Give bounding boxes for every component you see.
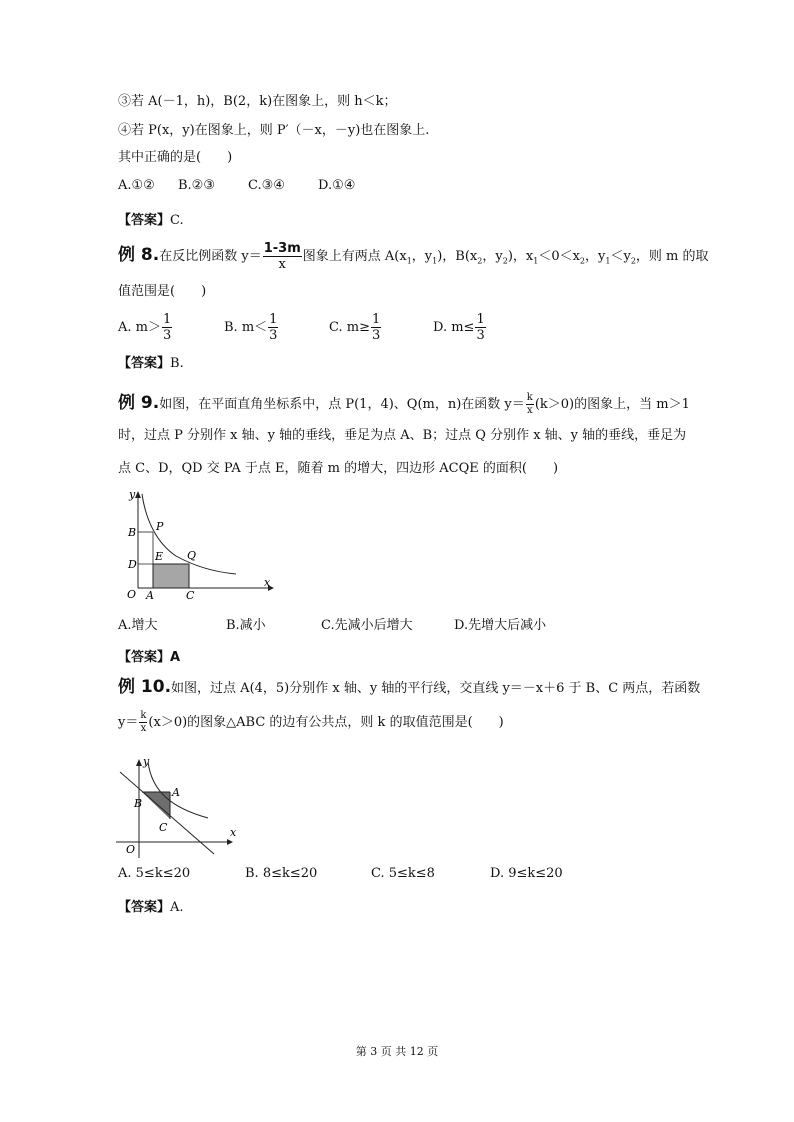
- ex8-option-d-text: D. m≤: [433, 320, 475, 335]
- fig10-label-a: A: [172, 786, 180, 799]
- fig9-label-x: x: [264, 576, 271, 589]
- example-10-label: 例 10.: [118, 677, 172, 697]
- example-8-line-1: [118, 240, 709, 277]
- ex8-text: ，则 m 的取: [635, 249, 709, 264]
- ex8-text: )，B(x: [437, 249, 478, 264]
- statement-4: ④若 P(x，y)在图象上，则 P′（－x，－y)也在图象上.: [118, 123, 430, 138]
- ex8-sub: 1: [432, 256, 438, 266]
- example-9-line-1: [118, 388, 690, 420]
- fig9-label-a: A: [146, 589, 154, 602]
- ex9-answer-line: [118, 648, 180, 668]
- ex8-option-d: [433, 313, 487, 342]
- fig10-label-y: y: [143, 755, 150, 768]
- ex10-option-a: A. 5≤k≤20: [118, 866, 191, 881]
- ex8-sub: 2: [630, 256, 636, 266]
- ex8-option-a-text: A. m＞: [118, 320, 161, 335]
- ex8-option-b: [224, 313, 279, 342]
- option-d: D.①④: [318, 178, 356, 193]
- ex10-option-c: C. 5≤k≤8: [371, 866, 435, 881]
- frac-num: 1: [162, 312, 172, 327]
- fig9-label-c: C: [186, 589, 195, 602]
- ex9-option-b: B.减小: [226, 618, 266, 633]
- ex8-sub: 2: [579, 256, 586, 266]
- fig9-label-b: B: [128, 526, 137, 539]
- option-a: A.①②: [118, 178, 155, 193]
- ex10-option-b: B. 8≤k≤20: [245, 866, 318, 881]
- ex8-fraction-num: 1-3m: [263, 241, 301, 256]
- y-axis-arrow: [135, 491, 141, 498]
- frac-den: 3: [162, 328, 172, 343]
- example-10-line-1: [118, 672, 700, 704]
- answer-value: A.: [170, 900, 184, 915]
- frac-den: 3: [371, 328, 381, 343]
- ex10-answer-line: [118, 898, 184, 918]
- frac-den: 3: [476, 328, 485, 343]
- ex9-option-d: D.先增大后减小: [454, 618, 547, 633]
- frac-num: 1: [269, 312, 278, 327]
- ex8-fraction: [263, 242, 302, 271]
- ex9-fraction: [526, 393, 534, 416]
- example-9-line-2: 时，过点 P 分别作 x 轴、y 轴的垂线，垂足为点 A、B；过点 Q 分别作 x 轴、y 轴的垂线，垂足为: [118, 428, 687, 443]
- frac-num: 1: [371, 312, 381, 327]
- ex8-text: ，y: [585, 249, 606, 264]
- fig9-label-o: O: [127, 588, 137, 601]
- ex9-option-c: C.先减小后增大: [321, 618, 413, 633]
- answer-label: 【答案】: [118, 650, 171, 665]
- ex8-option-d-frac: [475, 313, 485, 342]
- ex8-option-b-text: B. m＜: [224, 320, 268, 335]
- ex10-text: (x＞0)的图象△ABC 的边有公共点，则 k 的取值范围是( ): [148, 715, 504, 730]
- fig9-label-d: D: [128, 558, 137, 571]
- fig10-label-o: O: [126, 843, 136, 856]
- ex8-text: ＜y: [610, 249, 631, 264]
- answer-value: B.: [170, 356, 184, 371]
- ex9-text: 如图，在平面直角坐标系中，点 P(1，4)、Q(m，n)在函数 y＝: [159, 397, 525, 412]
- ex8-fraction-den: x: [278, 257, 286, 272]
- triangle-abc-fill: [142, 792, 170, 819]
- shaded-rect-acqe: [153, 564, 189, 588]
- ex10-text: 如图，过点 A(4，5)分别作 x 轴、y 轴的平行线，交直线 y＝－x＋6 于 B、C 两点，若函数: [171, 681, 701, 696]
- ex8-sub: 1: [406, 256, 412, 266]
- answer-label: 【答案】: [118, 213, 171, 228]
- option-c: C.③④: [248, 178, 285, 193]
- answer-line: [118, 211, 184, 231]
- question-prompt: 其中正确的是( ): [118, 150, 233, 165]
- frac-den: x: [526, 405, 533, 416]
- answer-label: 【答案】: [118, 900, 171, 915]
- ex8-text: ＜0＜x: [538, 249, 580, 264]
- ex9-option-a: A.增大: [118, 618, 158, 633]
- ex9-text: (k＞0)的图象上，当 m＞1: [534, 397, 690, 412]
- ex8-option-c: [329, 313, 382, 342]
- frac-den: x: [140, 723, 147, 734]
- frac-num: 1: [476, 312, 485, 327]
- ex8-text: 图象上有两点 A(x: [302, 249, 407, 264]
- ex8-option-a: [118, 313, 173, 342]
- frac-den: 3: [269, 328, 278, 343]
- ex10-figure: [112, 752, 238, 860]
- fig9-label-q: Q: [187, 549, 197, 562]
- example-10-line-2: [118, 708, 504, 738]
- example-8-line-2: 值范围是( ): [118, 284, 207, 299]
- ex8-sub: 1: [533, 256, 539, 266]
- example-8-label: 例 8.: [118, 245, 160, 265]
- ex10-option-d: D. 9≤k≤20: [490, 866, 563, 881]
- ex8-option-c-frac: [371, 313, 381, 342]
- example-9-line-3: 点 C、D，QD 交 PA 于点 E，随着 m 的增大，四边形 ACQE 的面积( ): [118, 461, 559, 476]
- ex8-option-a-frac: [162, 313, 172, 342]
- frac-num: k: [140, 710, 147, 721]
- answer-value: C.: [170, 213, 184, 228]
- fig9-label-p: P: [156, 520, 164, 533]
- ex8-text: )，x: [507, 249, 534, 264]
- page-footer: 第 3 页 共 12 页: [355, 1045, 439, 1058]
- statement-3: ③若 A(－1，h)，B(2，k)在图象上，则 h＜k；: [118, 94, 397, 109]
- frac-num: k: [526, 392, 533, 403]
- ex8-sub: 2: [477, 256, 483, 266]
- answer-value: A: [170, 650, 181, 665]
- answer-label: 【答案】: [118, 356, 171, 371]
- fig10-label-c: C: [159, 821, 168, 834]
- ex8-text: ，y: [482, 249, 503, 264]
- fig10-label-b: B: [134, 797, 143, 810]
- ex8-option-c-text: C. m≥: [329, 320, 370, 335]
- x-axis-arrow: [227, 839, 233, 845]
- ex8-sub: 1: [605, 256, 611, 266]
- ex8-text: ，y: [411, 249, 433, 264]
- y-axis-arrow: [136, 759, 142, 766]
- ex10-fraction: [139, 711, 147, 734]
- ex10-text: y＝: [118, 715, 139, 730]
- fig10-label-x: x: [230, 826, 237, 839]
- ex8-text: 在反比例函数 y＝: [159, 249, 262, 264]
- fig9-label-e: E: [155, 550, 164, 563]
- ex8-sub: 2: [502, 256, 508, 266]
- ex9-figure: [118, 486, 278, 602]
- example-9-label: 例 9.: [118, 393, 160, 413]
- option-b: B.②③: [178, 178, 215, 193]
- ex8-option-b-frac: [268, 313, 278, 342]
- ex8-answer-line: [118, 354, 184, 374]
- fig9-label-y: y: [129, 488, 136, 501]
